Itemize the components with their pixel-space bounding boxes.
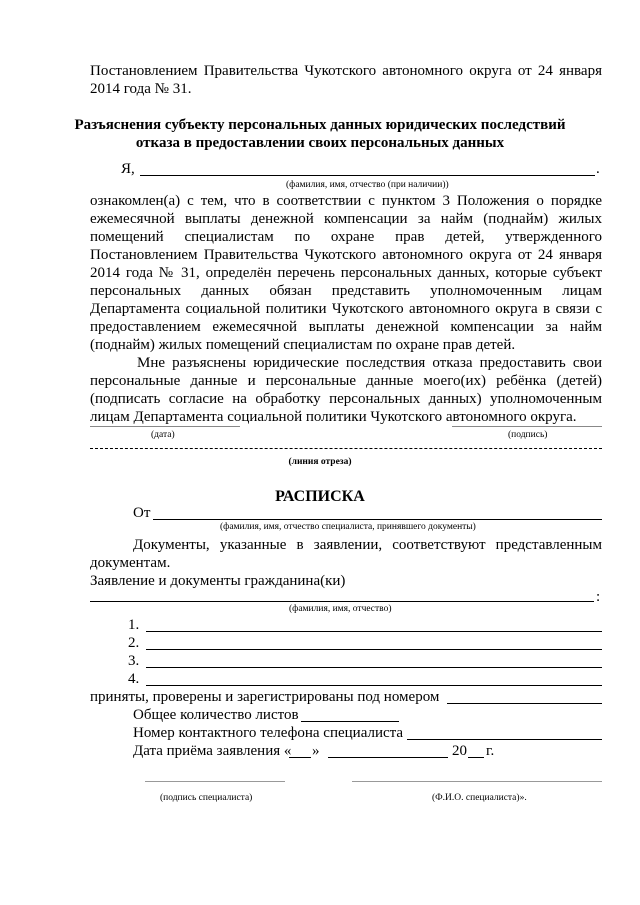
para2-line: Мне разъяснены юридические последствия отказа предоставить свои <box>137 355 602 371</box>
fio-caption: (фамилия, имя, отчество (при наличии)) <box>286 180 449 190</box>
para1-last-line: (поднайм) жилых помещений специалистам по охране прав детей. <box>90 337 516 353</box>
specialist-fio-caption: (Ф.И.О. специалиста)». <box>432 793 527 803</box>
para2-line: (подписать согласие на обработку персональных данных) уполномоченным <box>90 391 602 407</box>
receipt-title: РАСПИСКА <box>275 488 365 505</box>
doc-item-number: 4. <box>128 671 140 687</box>
doc-item-number: 1. <box>128 617 140 633</box>
from-field-line[interactable] <box>153 519 602 520</box>
explanation-title <box>0 116 640 152</box>
doc-item-line[interactable] <box>146 631 602 632</box>
applicant-field-line[interactable] <box>90 601 594 602</box>
signature-caption: (подпись) <box>508 430 548 440</box>
date-caption: (дата) <box>151 430 175 440</box>
para1-line: персональных данных обязан представить уполномоченным лицам <box>90 283 602 299</box>
specialist-fio-line[interactable] <box>352 781 602 782</box>
explanation-title-line-2: отказа в предоставлении своих персональных данных <box>135 135 505 151</box>
para2-line: персональные данные и персональные данные моего(их) ребёнка (детей) <box>90 373 602 389</box>
signature-field-line[interactable] <box>452 426 602 427</box>
para1-line: Департамента социальной политики Чукотского автономного округа в связи с <box>90 301 602 317</box>
cut-line-label-wrap <box>0 457 640 468</box>
sheets-label: Общее количество листов <box>133 707 299 723</box>
doc-item-number: 2. <box>128 635 140 651</box>
para1-line: ознакомлен(а) с тем, что в соответствии с пунктом 3 Положения о порядке <box>90 193 602 209</box>
para1-line: 2014 года № 31, определён перечень персональных данных, которые субъект <box>90 265 602 281</box>
cut-line-label: (линия отреза) <box>288 457 352 467</box>
docs-line-1: Документы, указанные в заявлении, соответствуют представленным <box>133 537 602 553</box>
doc-item-line[interactable] <box>146 667 602 668</box>
sheets-field-line[interactable] <box>301 721 399 722</box>
phone-field-line[interactable] <box>407 739 602 740</box>
registered-label: приняты, проверены и зарегистрированы под номером <box>90 689 440 705</box>
para1-line: предоставлением ежемесячной выплаты денежной компенсации за найм <box>90 319 602 335</box>
applicant-end: : <box>596 589 601 605</box>
specialist-signature-line[interactable] <box>145 781 285 782</box>
specialist-signature-caption: (подпись специалиста) <box>160 793 253 803</box>
acceptance-quote-close: » <box>312 743 320 759</box>
from-caption: (фамилия, имя, отчество специалиста, принявшего документы) <box>220 522 476 532</box>
intro-line-2: 2014 года № 31. <box>90 81 192 97</box>
explanation-title-line-1: Разъяснения субъекту персональных данных юридических последствий <box>74 117 566 133</box>
para1-line: ежемесячной выплаты денежной компенсации за найм (поднайм) жилых <box>90 211 602 227</box>
applicant-label: Заявление и документы гражданина(ки) <box>90 573 346 589</box>
acceptance-date-label: Дата приёма заявления « <box>133 743 292 759</box>
intro-line-1: Постановлением Правительства Чукотского автономного округа от 24 января <box>90 63 602 79</box>
i-end: . <box>596 161 600 177</box>
para1-line: Постановлением Правительства Чукотского автономного округа от 24 января <box>90 247 602 263</box>
fio-field-line[interactable] <box>140 175 595 176</box>
docs-line-2: документам. <box>90 555 171 571</box>
cut-line <box>90 448 602 449</box>
registration-number-line[interactable] <box>447 703 602 704</box>
date-field-line[interactable] <box>90 426 240 427</box>
receipt-title-wrap <box>0 487 640 507</box>
doc-item-line[interactable] <box>146 685 602 686</box>
doc-item-number: 3. <box>128 653 140 669</box>
doc-item-line[interactable] <box>146 649 602 650</box>
acceptance-year-prefix: 20 <box>452 743 467 759</box>
phone-label: Номер контактного телефона специалиста <box>133 725 404 741</box>
i-label: Я, <box>121 161 135 177</box>
acceptance-year-line[interactable] <box>468 757 484 758</box>
acceptance-month-line[interactable] <box>328 757 448 758</box>
para1-line: помещений специалистам по охране прав детей, утвержденного <box>90 229 602 245</box>
acceptance-day-line[interactable] <box>289 757 311 758</box>
para2-last-line: лицам Департамента социальной политики Чукотского автономного округа. <box>90 409 577 425</box>
applicant-caption: (фамилия, имя, отчество) <box>289 604 392 614</box>
acceptance-year-suffix: г. <box>486 743 495 759</box>
from-label: От <box>133 505 151 521</box>
